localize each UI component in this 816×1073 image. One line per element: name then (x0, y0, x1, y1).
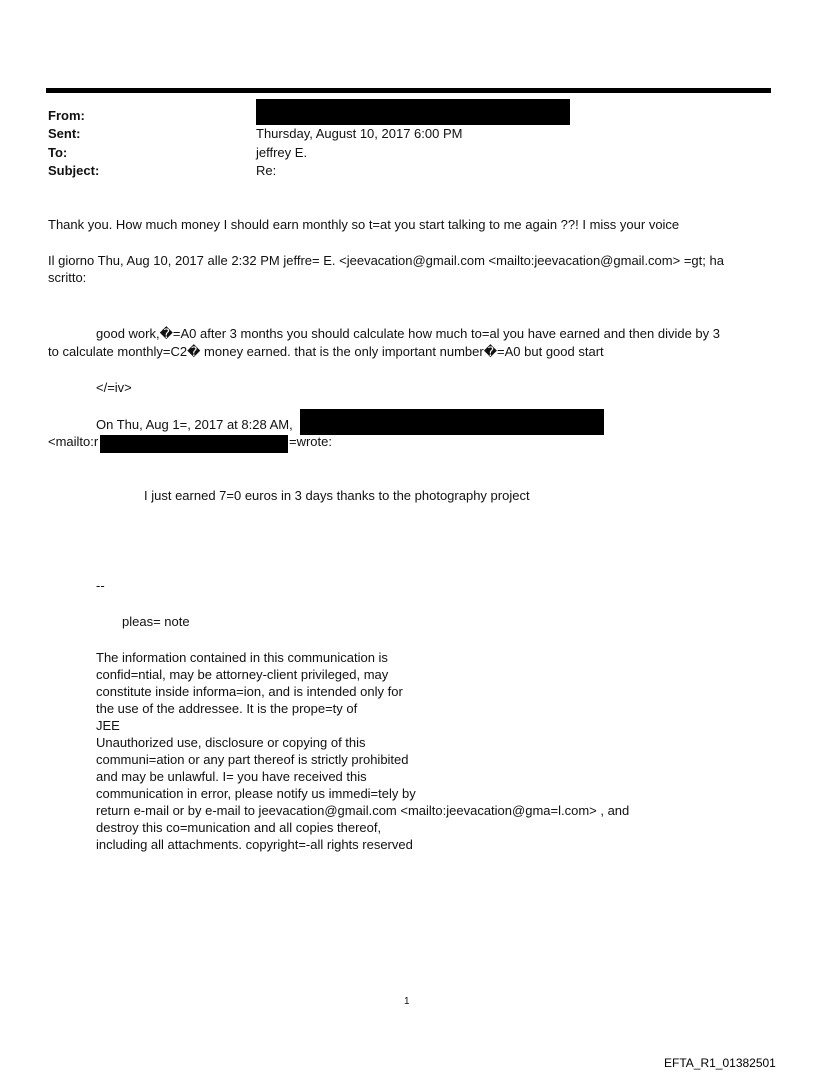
sent-label: Sent: (48, 126, 81, 141)
header-divider (46, 88, 771, 93)
disclaimer-line: including all attachments. copyright=-all rights reserved (96, 837, 413, 852)
disclaimer-line: destroy this co=munication and all copies thereof, (96, 820, 382, 835)
wrote-label: =wrote: (289, 434, 332, 449)
subject-label: Subject: (48, 163, 100, 178)
advice-line-2: to calculate monthly=C2� money earned. that is the only important number�=A0 but good start (48, 344, 604, 359)
disclaimer-line: JEE (96, 718, 120, 733)
to-value: jeffrey E. (256, 145, 308, 160)
subject-value: Re: (256, 163, 277, 178)
disclaimer-line: and may be unlawful. I= you have received this (96, 769, 367, 784)
disclaimer-line: confid=ntial, may be attorney-client privileged, may (96, 667, 389, 682)
quote-intro: Il giorno Thu, Aug 10, 2017 alle 2:32 PM jeffre= E. <jeevacation@gmail.com <mailto:jeevacation@gmail.com> =gt; ha scritto: (48, 253, 724, 285)
disclaimer-line: constitute inside informa=ion, and is intended only for (96, 684, 403, 699)
disclaimer-line: communication in error, please notify us immedi=tely by (96, 786, 416, 801)
disclaimer-line: The information contained in this communication is (96, 650, 388, 665)
disclaimer-line: communi=ation or any part thereof is strictly prohibited (96, 752, 409, 767)
sender-redaction (300, 409, 604, 435)
to-label: To: (48, 145, 68, 160)
please-note: pleas= note (122, 614, 190, 629)
div-tag: </=iv> (96, 380, 132, 395)
from-label: From: (48, 108, 85, 123)
bates-id: EFTA_R1_01382501 (664, 1056, 776, 1070)
from-redaction (256, 99, 570, 125)
mailto-redaction (100, 435, 288, 453)
reply-line: Thank you. How much money I should earn monthly so t=at you start talking to me again ??! I miss your voice (48, 217, 680, 232)
disclaimer-line: Unauthorized use, disclosure or copying of this (96, 735, 366, 750)
earned-line: I just earned 7=0 euros in 3 days thanks to the photography project (144, 488, 530, 503)
mailto-prefix: <mailto:r (48, 434, 99, 449)
disclaimer-line: the use of the addressee. It is the prope=ty of (96, 701, 358, 716)
disclaimer-block (96, 649, 629, 853)
signature-dashes: -- (96, 578, 105, 593)
page-number: 1 (404, 996, 410, 1007)
on-date-line: On Thu, Aug 1=, 2017 at 8:28 AM, (96, 417, 293, 432)
sent-value: Thursday, August 10, 2017 6:00 PM (256, 126, 463, 141)
advice-line-1: good work,�=A0 after 3 months you should calculate how much to=al you have earned and then divide by 3 (96, 326, 720, 341)
disclaimer-line: return e-mail or by e-mail to jeevacation@gmail.com <mailto:jeevacation@gma=l.com> , and (96, 803, 630, 818)
